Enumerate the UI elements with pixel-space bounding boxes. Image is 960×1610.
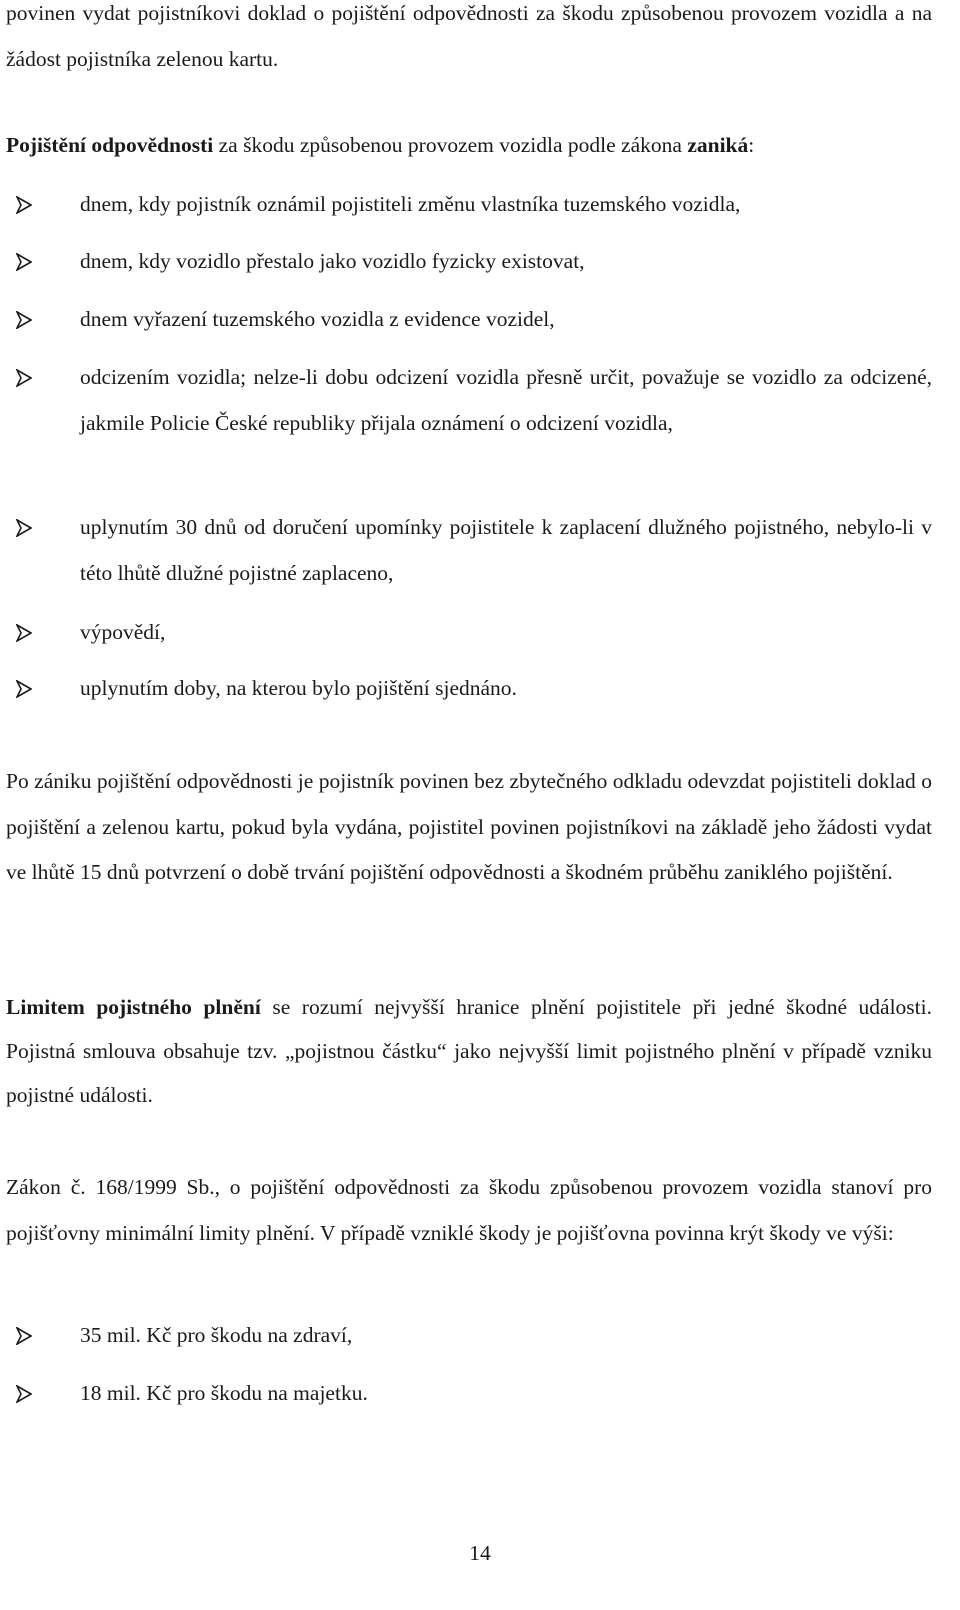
- list-item: [6, 666, 932, 712]
- termination-lead-bold2: zaniká: [687, 133, 749, 157]
- law-paragraph: Zákon č. 168/1999 Sb., o pojištění odpovědnosti za škodu způsobenou provozem vozidla stanoví pro pojišťovny minimální limity plnění. V případě vzniklé škody je pojišťovna povinna krýt škody ve výši:: [6, 1175, 932, 1245]
- list-item: [6, 1371, 932, 1417]
- list-item-text: dnem, kdy vozidlo přestalo jako vozidlo fyzicky existovat,: [80, 249, 585, 273]
- termination-lead-end: :: [748, 133, 755, 157]
- after-termination-paragraph: Po zániku pojištění odpovědnosti je pojistník povinen bez zbytečného odkladu odevzdat pojistiteli doklad o pojištění a zelenou kartu, pokud byla vydána, pojistitel povinen pojistníkovi na základě jeho žádosti vydat ve lhůtě 15 dnů potvrzení o době trvání pojištění odpovědnosti a škodném průběhu zaniklého pojištění.: [6, 769, 932, 884]
- list-item-text: výpovědí,: [80, 620, 166, 644]
- list-item: [6, 505, 932, 596]
- page-number: 14: [469, 1541, 491, 1565]
- arrow-bullet-icon: [16, 680, 32, 698]
- list-item: [6, 1313, 932, 1359]
- list-item-text: 18 mil. Kč pro škodu na majetku.: [80, 1381, 368, 1405]
- list-item-text: uplynutím 30 dnů od doručení upomínky pojistitele k zaplacení dlužného pojistného, nebylo-li v této lhůtě dlužné pojistné zaplaceno,: [80, 515, 932, 585]
- arrow-bullet-icon: [16, 624, 32, 642]
- arrow-bullet-icon: [16, 253, 32, 271]
- arrow-bullet-icon: [16, 519, 32, 537]
- list-item-text: dnem, kdy pojistník oznámil pojistiteli změnu vlastníka tuzemského vozidla,: [80, 192, 741, 216]
- arrow-bullet-icon: [16, 1327, 32, 1345]
- arrow-bullet-icon: [16, 1385, 32, 1403]
- termination-lead: [6, 123, 932, 169]
- list-item: [6, 610, 932, 656]
- list-item-text: 35 mil. Kč pro škodu na zdraví,: [80, 1323, 353, 1347]
- limit-paragraph: [6, 985, 932, 1117]
- list-item: [6, 182, 932, 228]
- list-item: [6, 239, 932, 285]
- termination-lead-mid: za škodu způsobenou provozem vozidla podle zákona: [213, 133, 688, 157]
- limit-rest: se rozumí nejvyšší hranice plnění pojistitele při jedné škodné události. Pojistná smlouva obsahuje tzv. „pojistnou částku“ jako nejvyšší limit pojistného plnění v případě vzniku pojistné události.: [6, 995, 932, 1107]
- arrow-bullet-icon: [16, 311, 32, 329]
- list-item: [6, 297, 932, 343]
- arrow-bullet-icon: [16, 196, 32, 214]
- arrow-bullet-icon: [16, 369, 32, 387]
- list-item: [6, 355, 932, 446]
- list-item-text: odcizením vozidla; nelze-li dobu odcizení vozidla přesně určit, považuje se vozidlo za odcizené, jakmile Policie České republiky přijala oznámení o odcizení vozidla,: [80, 365, 932, 435]
- list-item-text: uplynutím doby, na kterou bylo pojištění sjednáno.: [80, 676, 517, 700]
- termination-lead-bold: Pojištění odpovědnosti: [6, 133, 214, 157]
- list-item-text: dnem vyřazení tuzemského vozidla z evidence vozidel,: [80, 307, 555, 331]
- limit-bold: Limitem pojistného plnění: [6, 995, 261, 1019]
- intro-paragraph: povinen vydat pojistníkovi doklad o pojištění odpovědnosti za škodu způsobenou provozem vozidla a na žádost pojistníka zelenou kartu.: [6, 1, 932, 71]
